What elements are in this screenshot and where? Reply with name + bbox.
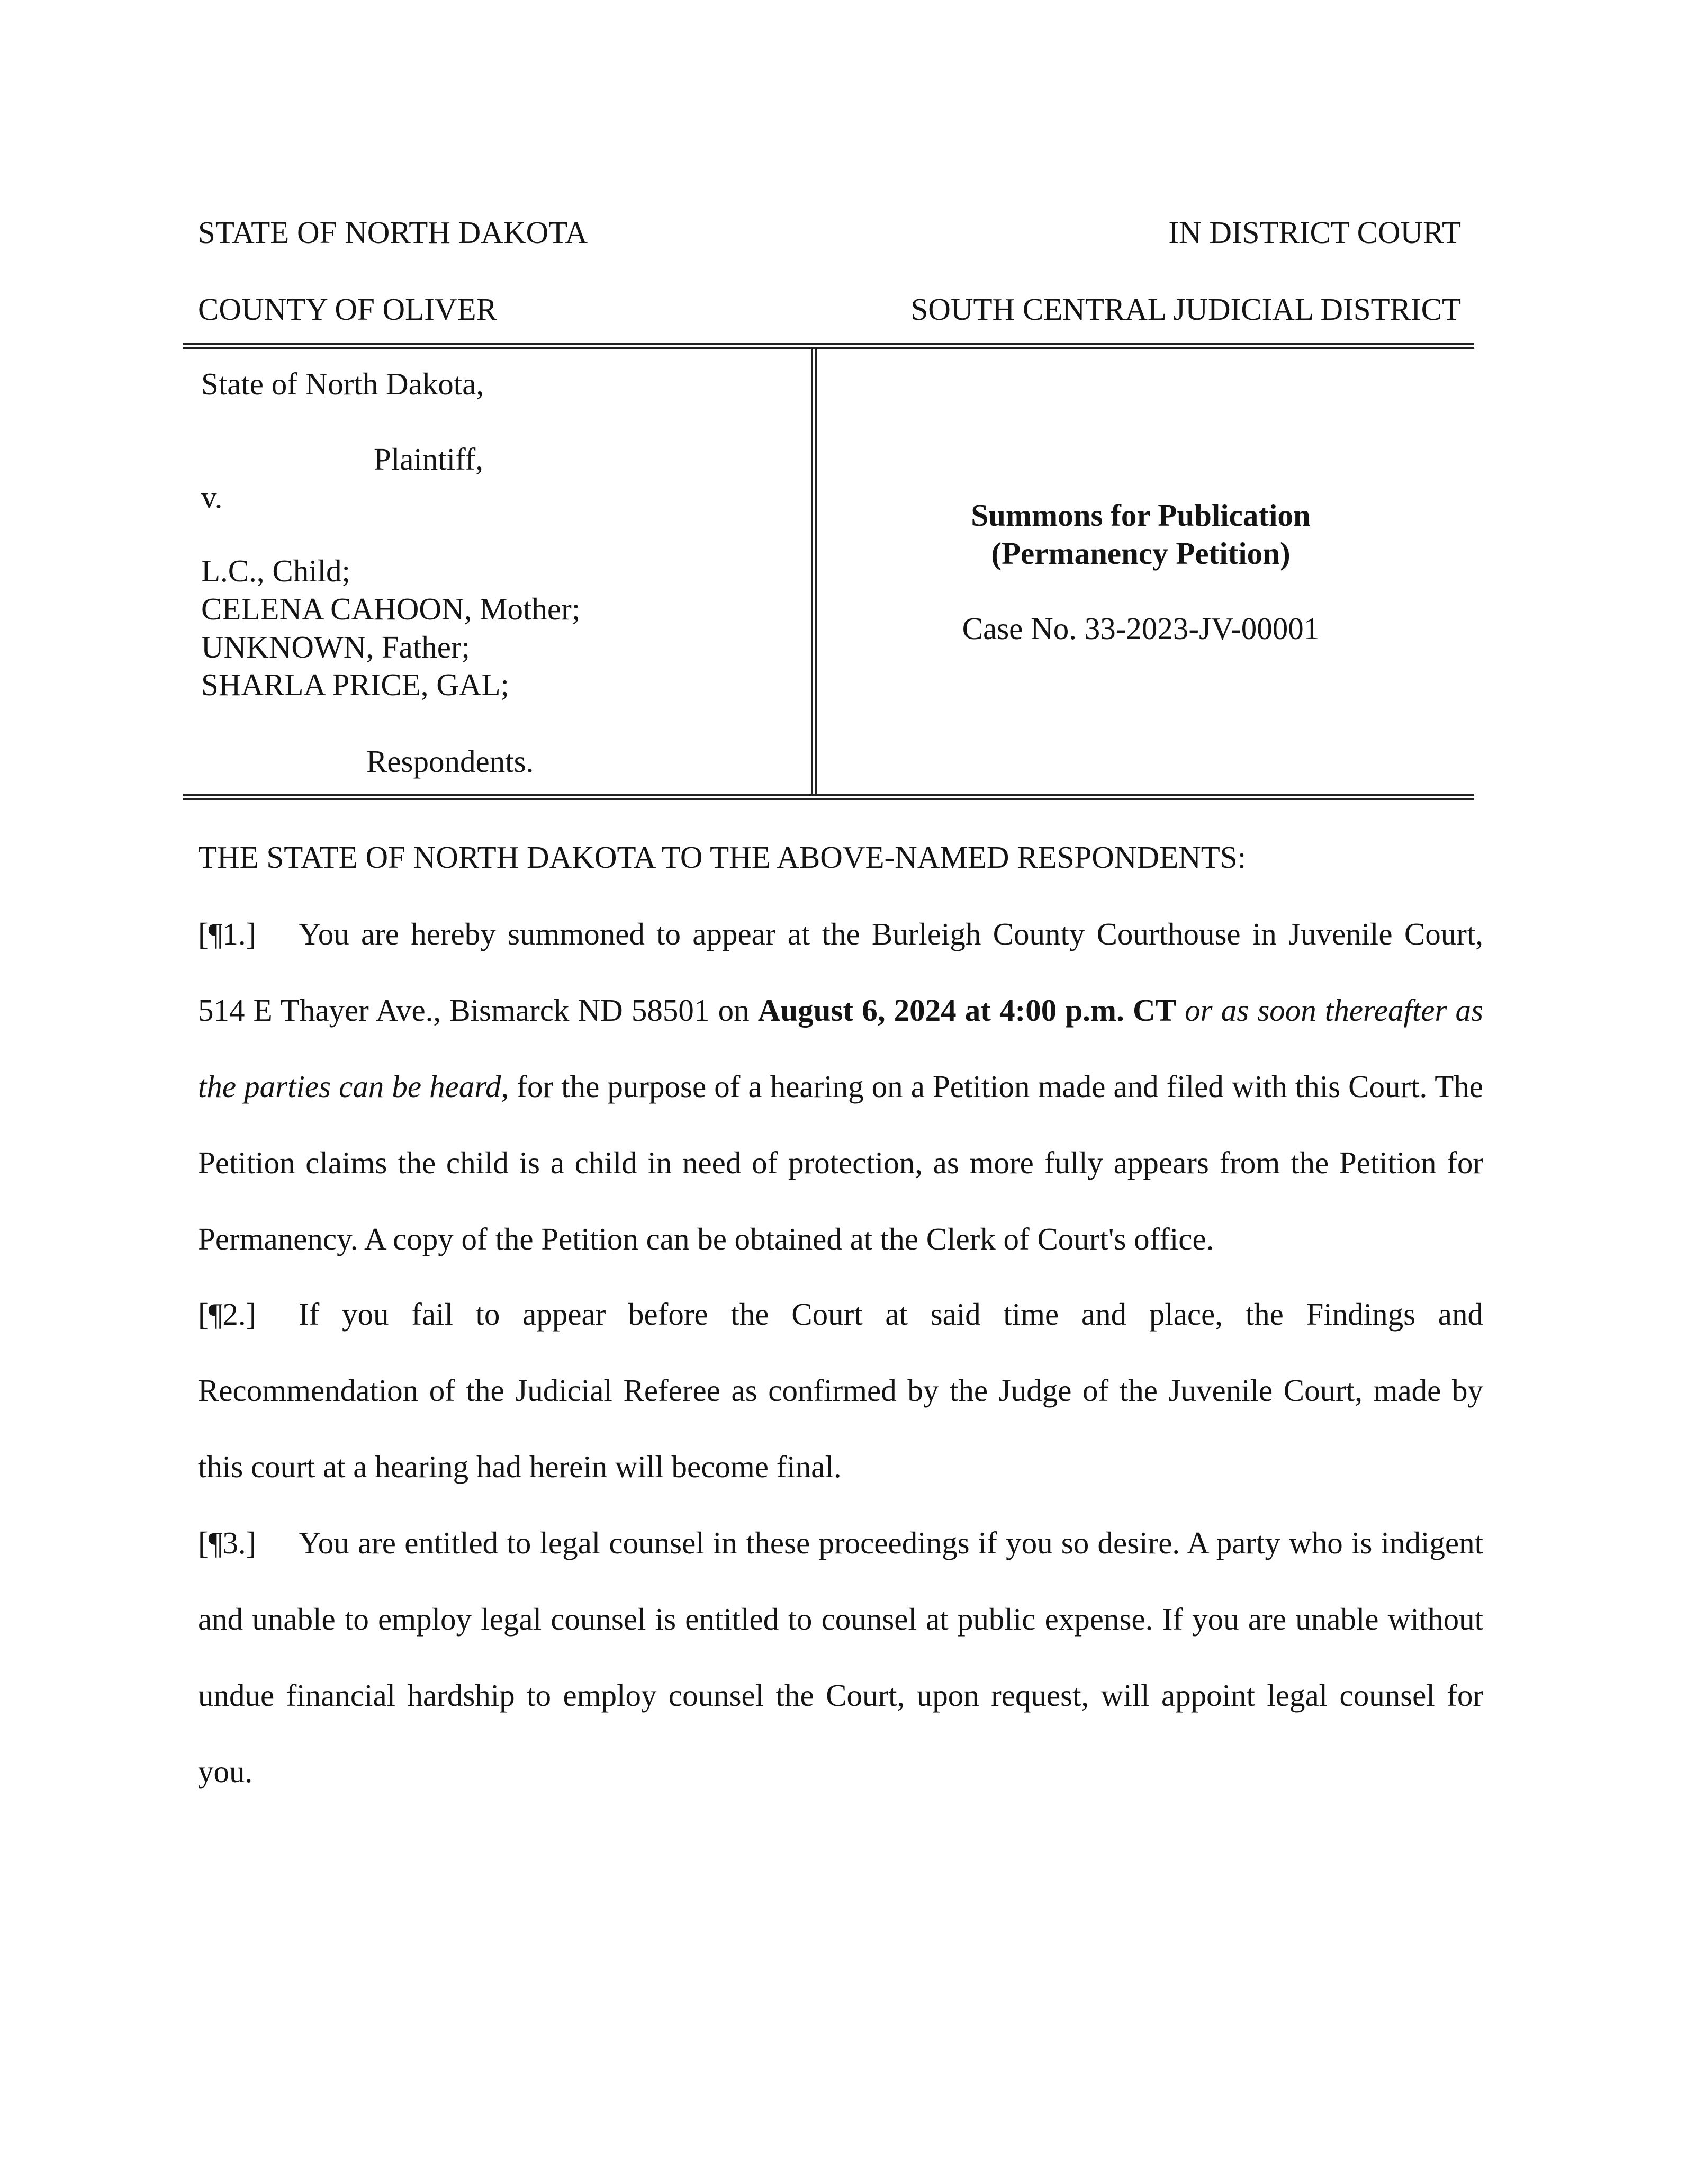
- paragraph-3: [198, 1505, 1483, 1810]
- plaintiff-name: State of North Dakota,: [201, 366, 484, 401]
- header-district: SOUTH CENTRAL JUDICIAL DISTRICT: [910, 292, 1461, 327]
- respondents-role: Respondents.: [366, 744, 534, 779]
- respondent-gal: SHARLA PRICE, GAL;: [201, 667, 509, 702]
- caption-top-rule-inner: [183, 347, 1474, 349]
- paragraph-2-marker: [¶2.]: [198, 1297, 257, 1332]
- respondent-child: L.C., Child;: [201, 553, 350, 588]
- address-line: THE STATE OF NORTH DAKOTA TO THE ABOVE-NAMED RESPONDENTS:: [198, 840, 1246, 875]
- paragraph-1-marker: [¶1.]: [198, 916, 257, 951]
- paragraph-1: [198, 896, 1483, 1277]
- header-county: COUNTY OF OLIVER: [198, 292, 497, 327]
- document-title: Summons for Publication: [971, 498, 1311, 533]
- caption-divider-left: [811, 347, 813, 796]
- caption-top-rule: [183, 343, 1474, 345]
- paragraph-1-text-a: You are hereby summoned to appear at the Burleigh County Courthouse in Juvenile Court, 514 E Thayer Ave., Bismarck ND 58501 on: [198, 916, 1483, 1028]
- respondent-mother: CELENA CAHOON, Mother;: [201, 591, 581, 626]
- caption-divider-right: [815, 347, 817, 796]
- header-court: IN DISTRICT COURT: [1168, 215, 1461, 250]
- paragraph-2: [198, 1276, 1483, 1505]
- respondent-father: UNKNOWN, Father;: [201, 630, 470, 664]
- caption-bottom-rule-inner: [183, 794, 1474, 796]
- header-state: STATE OF NORTH DAKOTA: [198, 215, 588, 250]
- paragraph-1-italic: or as soon thereafter as the parties can be heard,: [198, 993, 1484, 1104]
- paragraph-3-marker: [¶3.]: [198, 1525, 257, 1560]
- hearing-date: August 6, 2024 at 4:00 p.m. CT: [757, 993, 1176, 1028]
- document-subtitle: (Permanency Petition): [991, 536, 1291, 571]
- paragraph-2-text: If you fail to appear before the Court at said time and place, the Findings and Recommendation of the Judicial Referee as confirmed by the Judge of the Juvenile Court, made by this court at a hearing had herein will become final.: [198, 1297, 1483, 1484]
- paragraph-1-text-b: for the purpose of a hearing on a Petition made and filed with this Court. The Petition claims the child is a child in need of protection, as more fully appears from the Petition for Permanency. A copy of the Petition can be obtained at the Clerk of Court's office.: [198, 1069, 1483, 1256]
- case-number: Case No. 33-2023-JV-00001: [962, 611, 1320, 646]
- versus: v.: [201, 480, 223, 515]
- plaintiff-role: Plaintiff,: [374, 442, 484, 477]
- caption-bottom-rule: [183, 798, 1474, 800]
- paragraph-3-text: You are entitled to legal counsel in these proceedings if you so desire. A party who is indigent and unable to employ legal counsel is entitled to counsel at public expense. If you are unable without undue financial hardship to employ counsel the Court, upon request, will appoint legal counsel for you.: [198, 1525, 1483, 1789]
